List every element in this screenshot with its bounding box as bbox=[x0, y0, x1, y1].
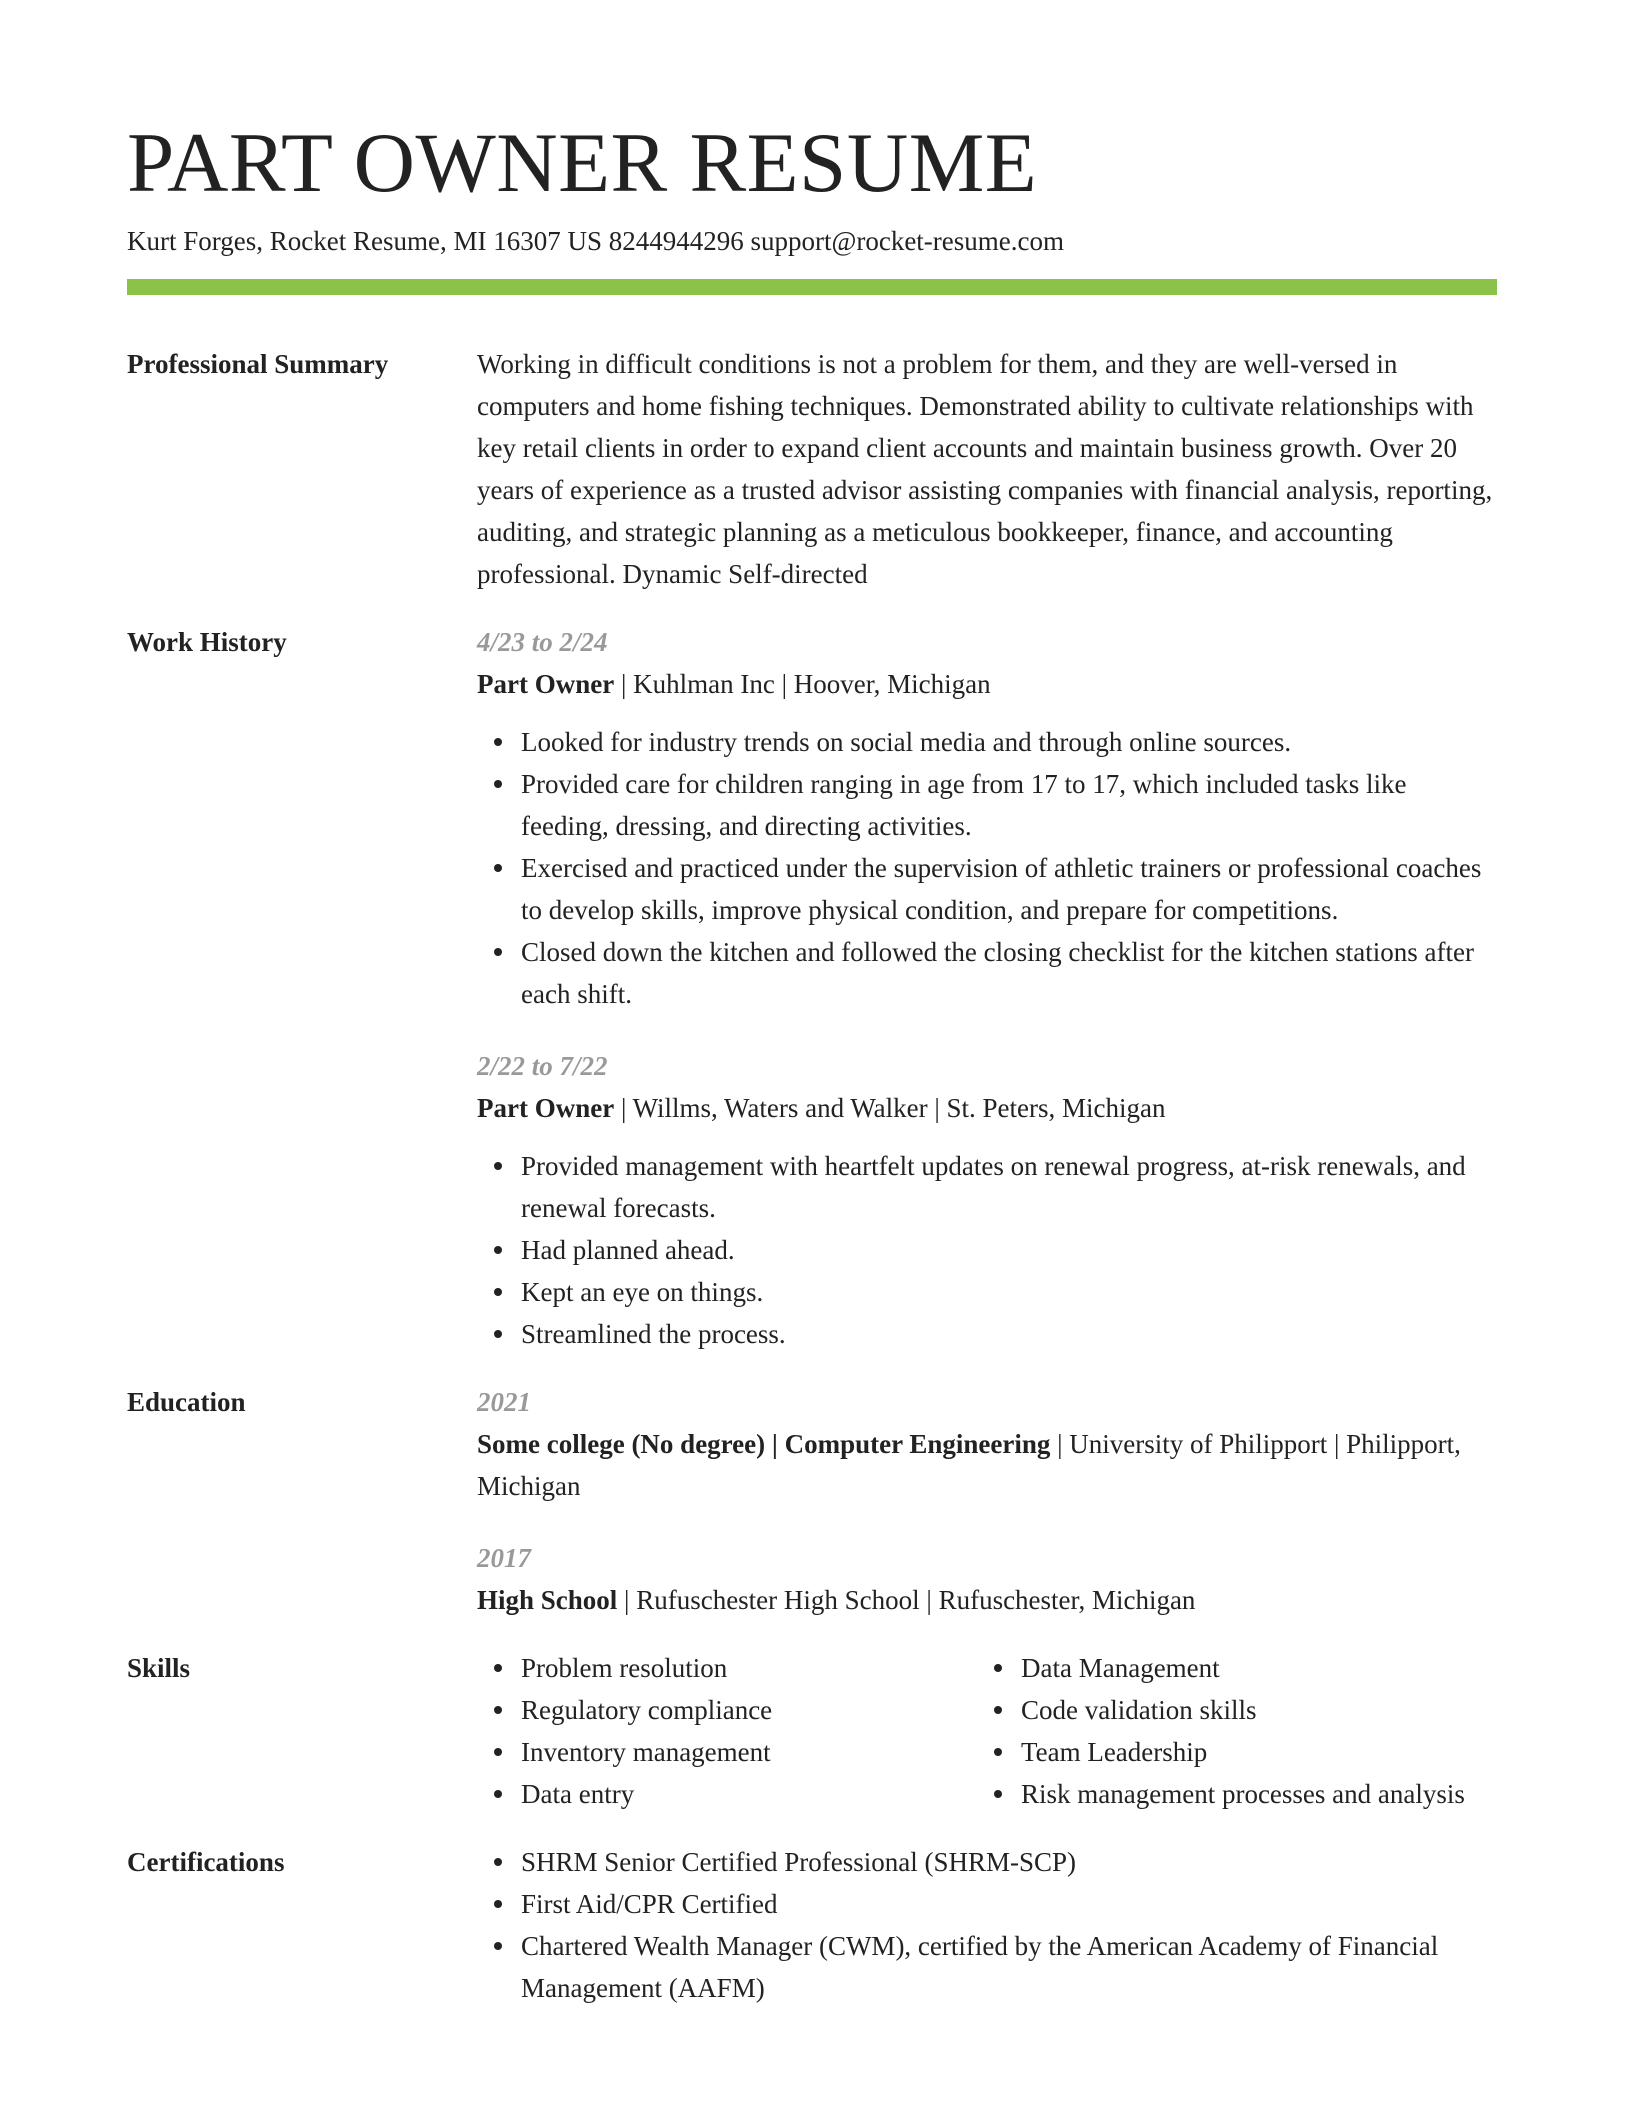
job-bullet: Streamlined the process. bbox=[521, 1313, 1497, 1355]
skills-list-right bbox=[977, 1647, 1497, 1815]
job-bullet: Closed down the kitchen and followed the closing checklist for the kitchen stations after each shift. bbox=[521, 931, 1497, 1015]
job-date: 4/23 to 2/24 bbox=[477, 627, 608, 658]
job-headline bbox=[477, 663, 1497, 705]
skill-item: Data Management bbox=[1021, 1647, 1497, 1689]
section-label-work-history: Work History bbox=[127, 627, 287, 658]
job-bullet: Kept an eye on things. bbox=[521, 1271, 1497, 1313]
education-entry bbox=[477, 1381, 1497, 1507]
education-degree: High School bbox=[477, 1585, 618, 1616]
job-bullet: Had planned ahead. bbox=[521, 1229, 1497, 1271]
skills-body bbox=[477, 1647, 1497, 1815]
education-degree: Some college (No degree) | Computer Engineering bbox=[477, 1429, 1051, 1460]
certification-item: Chartered Wealth Manager (CWM), certified by the American Academy of Financial Management (AAFM) bbox=[521, 1925, 1497, 2009]
education-date: 2017 bbox=[477, 1543, 531, 1574]
job-bullet: Provided care for children ranging in age from 17 to 17, which included tasks like feeding, dressing, and directing activities. bbox=[521, 763, 1497, 847]
skill-item: Inventory management bbox=[521, 1731, 977, 1773]
education-date: 2021 bbox=[477, 1387, 531, 1418]
resume-content bbox=[127, 343, 1497, 2009]
education-details: | University of Philipport | Philipport, Michigan bbox=[477, 1429, 1461, 1502]
skills-column-right bbox=[977, 1647, 1497, 1815]
education-entry bbox=[477, 1537, 1497, 1621]
skill-item: Problem resolution bbox=[521, 1647, 977, 1689]
certifications-body bbox=[477, 1841, 1497, 2009]
education-headline bbox=[477, 1423, 1497, 1507]
job-bullet: Provided management with heartfelt updates on renewal progress, at-risk renewals, and renewal forecasts. bbox=[521, 1145, 1497, 1229]
summary-text: Working in difficult conditions is not a problem for them, and they are well-versed in computers and home fishing techniques. Demonstrated ability to cultivate relationships with key retail clients in order to expand client accounts and maintain business growth. Over 20 years of experience as a trusted advisor assisting companies with financial analysis, reporting, auditing, and strategic planning as a meticulous bookkeeper, finance, and accounting professional. Dynamic Self-directed bbox=[477, 349, 1493, 590]
job-details: | Kuhlman Inc | Hoover, Michigan bbox=[614, 669, 991, 700]
education-headline bbox=[477, 1579, 1497, 1621]
skill-item: Code validation skills bbox=[1021, 1689, 1497, 1731]
job-entry bbox=[477, 621, 1497, 1015]
section-education bbox=[127, 1381, 1497, 1621]
skill-item: Data entry bbox=[521, 1773, 977, 1815]
section-label-certifications: Certifications bbox=[127, 1847, 285, 1878]
job-headline bbox=[477, 1087, 1497, 1129]
job-bullet: Looked for industry trends on social media and through online sources. bbox=[521, 721, 1497, 763]
resume-page bbox=[127, 112, 1497, 2035]
job-details: | Willms, Waters and Walker | St. Peters, Michigan bbox=[614, 1093, 1166, 1124]
section-label-education: Education bbox=[127, 1387, 246, 1418]
work-history-body bbox=[477, 621, 1497, 1355]
education-details: | Rufuschester High School | Rufuschester, Michigan bbox=[617, 1585, 1196, 1616]
section-label-summary: Professional Summary bbox=[127, 349, 389, 380]
education-body bbox=[477, 1381, 1497, 1621]
job-bullets bbox=[477, 1145, 1497, 1355]
job-date: 2/22 to 7/22 bbox=[477, 1051, 608, 1082]
job-bullets bbox=[477, 721, 1497, 1015]
contact-line: Kurt Forges, Rocket Resume, MI 16307 US 8244944296 support@rocket-resume.com bbox=[127, 226, 1064, 256]
section-summary bbox=[127, 343, 1497, 595]
job-entry bbox=[477, 1045, 1497, 1355]
accent-divider bbox=[127, 279, 1497, 295]
skills-list-left bbox=[477, 1647, 977, 1815]
section-certifications bbox=[127, 1841, 1497, 2009]
resume-title: PART OWNER RESUME bbox=[127, 116, 1038, 210]
skill-item: Regulatory compliance bbox=[521, 1689, 977, 1731]
job-title: Part Owner bbox=[477, 669, 615, 700]
skill-item: Team Leadership bbox=[1021, 1731, 1497, 1773]
skills-grid bbox=[477, 1647, 1497, 1815]
job-bullet: Exercised and practiced under the supervision of athletic trainers or professional coaches to develop skills, improve physical condition, and prepare for competitions. bbox=[521, 847, 1497, 931]
summary-body bbox=[477, 343, 1497, 595]
certification-item: First Aid/CPR Certified bbox=[521, 1883, 1497, 1925]
skill-item: Risk management processes and analysis bbox=[1021, 1773, 1497, 1815]
section-label-skills: Skills bbox=[127, 1653, 191, 1684]
section-skills bbox=[127, 1647, 1497, 1815]
job-title: Part Owner bbox=[477, 1093, 615, 1124]
certifications-list bbox=[477, 1841, 1497, 2009]
section-work-history bbox=[127, 621, 1497, 1355]
certification-item: SHRM Senior Certified Professional (SHRM-SCP) bbox=[521, 1841, 1497, 1883]
skills-column-left bbox=[477, 1647, 977, 1815]
